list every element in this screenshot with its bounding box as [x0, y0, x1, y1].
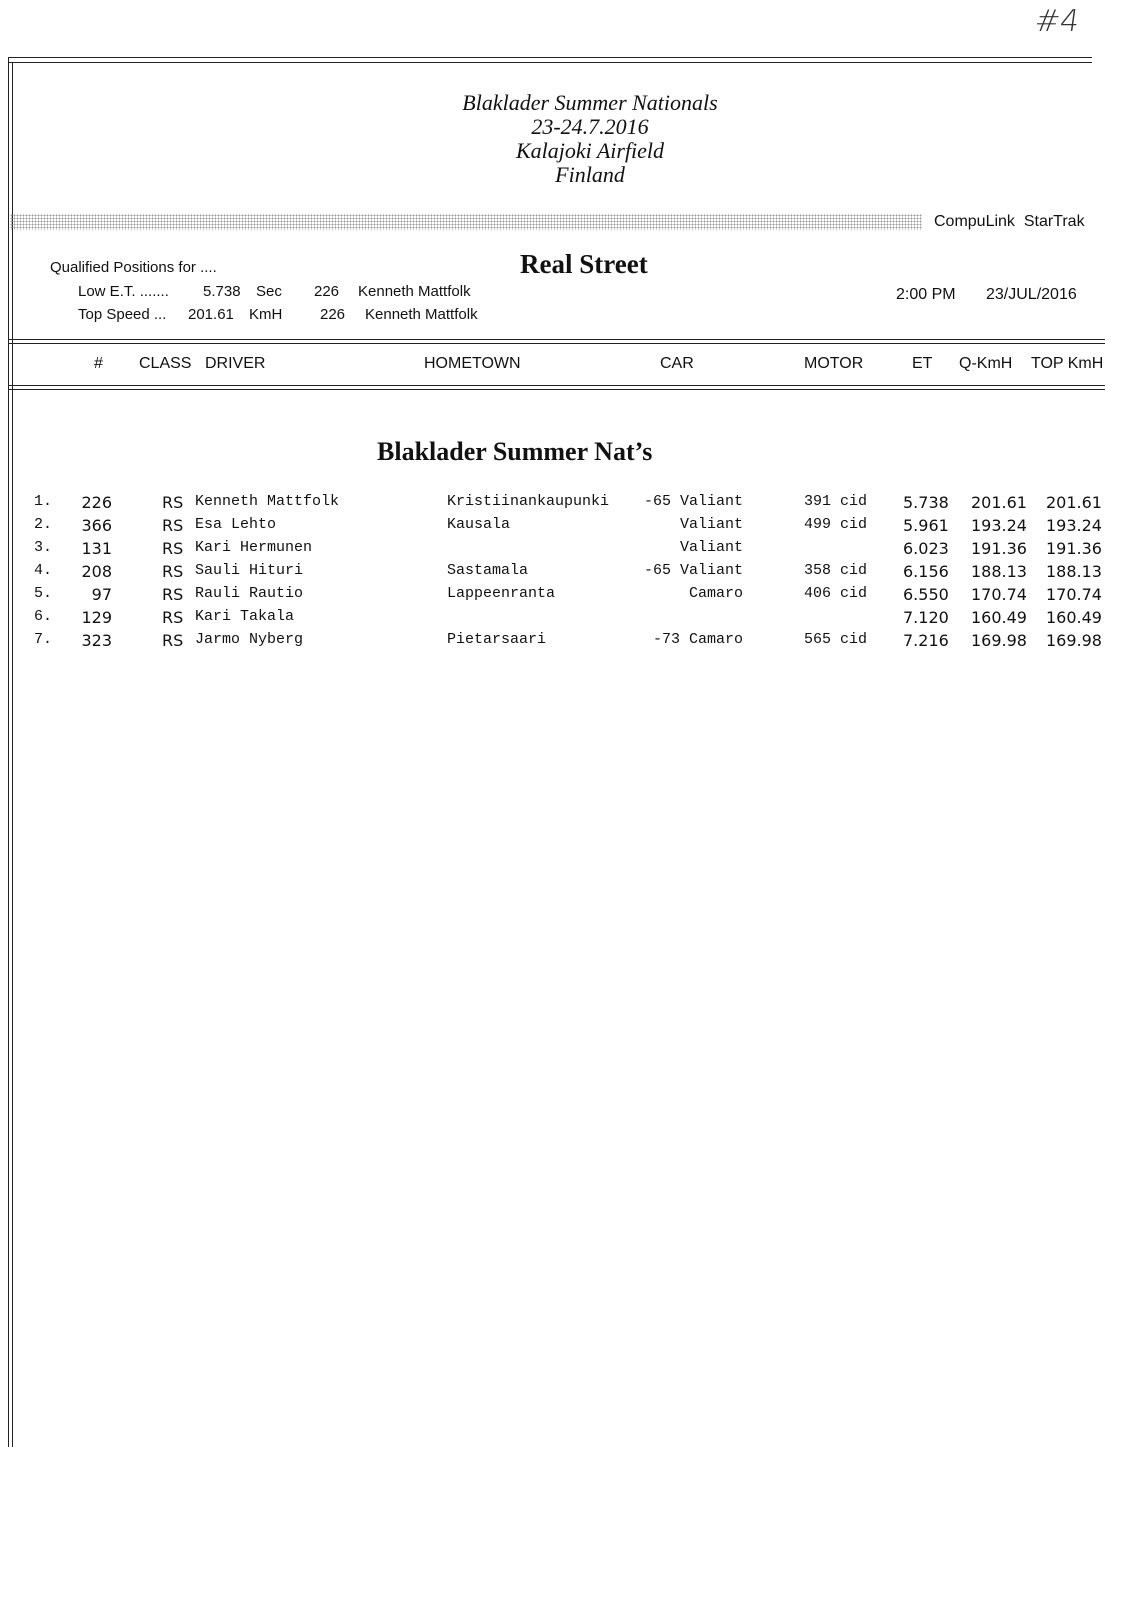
cell-car: Valiant — [679, 516, 743, 533]
table-row — [0, 608, 1122, 631]
section-title: Blaklader Summer Nat’s — [377, 437, 653, 466]
page-number-mark: #4 — [1032, 4, 1082, 39]
col-number: # — [94, 355, 103, 372]
cell-hometown: Pietarsaari — [447, 631, 547, 648]
cell-class: RS — [162, 631, 184, 650]
event-heading — [420, 91, 760, 187]
cell-q-kmh: 193.24 — [971, 516, 1027, 535]
cell-q-kmh: 169.98 — [971, 631, 1027, 650]
col-q-kmh: Q-KmH — [959, 355, 1013, 372]
cell-et: 6.156 — [903, 562, 949, 581]
top-speed-label: Top Speed ... — [78, 306, 167, 323]
table-row — [0, 539, 1122, 562]
cell-top-kmh: 188.13 — [1046, 562, 1102, 581]
cell-et: 5.961 — [903, 516, 949, 535]
cell-q-kmh: 191.36 — [971, 539, 1027, 558]
table-row — [0, 631, 1122, 654]
col-et: ET — [912, 355, 933, 372]
cell-top-kmh: 201.61 — [1046, 493, 1102, 512]
col-driver: DRIVER — [205, 355, 266, 372]
event-venue: Kalajoki Airfield — [515, 138, 665, 163]
cell-position: 6. — [34, 608, 53, 625]
cell-position: 7. — [34, 631, 53, 648]
cell-motor: 358 cid — [804, 562, 868, 579]
cell-driver: Kenneth Mattfolk — [195, 493, 340, 510]
cell-car: Camaro — [688, 585, 743, 602]
cell-position: 2. — [34, 516, 53, 533]
low-et-driver: Kenneth Mattfolk — [358, 283, 471, 300]
cell-driver: Rauli Rautio — [195, 585, 304, 602]
cell-et: 7.216 — [903, 631, 949, 650]
cell-number: 97 — [91, 585, 112, 604]
table-row — [0, 516, 1122, 539]
col-class: CLASS — [139, 355, 192, 372]
class-title: Real Street — [520, 249, 648, 279]
top-speed-driver: Kenneth Mattfolk — [365, 306, 478, 323]
cell-q-kmh: 160.49 — [971, 608, 1027, 627]
cell-class: RS — [162, 516, 184, 535]
qualified-positions-label: Qualified Positions for .... — [50, 259, 217, 276]
cell-position: 1. — [34, 493, 53, 510]
low-et-label: Low E.T. ....... — [78, 283, 169, 300]
cell-number: 366 — [81, 516, 112, 535]
table-row — [0, 585, 1122, 608]
cell-q-kmh: 201.61 — [971, 493, 1027, 512]
cell-et: 6.023 — [903, 539, 949, 558]
event-name: Blaklader Summer Nationals — [462, 90, 718, 115]
low-et-car-number: 226 — [314, 283, 340, 300]
cell-top-kmh: 191.36 — [1046, 539, 1102, 558]
table-row — [0, 562, 1122, 585]
cell-class: RS — [162, 608, 184, 627]
cell-car: -65 Valiant — [643, 493, 743, 510]
cell-top-kmh: 160.49 — [1046, 608, 1102, 627]
cell-number: 323 — [81, 631, 112, 650]
cell-et: 7.120 — [903, 608, 949, 627]
low-et-unit: Sec — [256, 283, 282, 300]
cell-class: RS — [162, 539, 184, 558]
col-top-kmh: TOP KmH — [1031, 355, 1104, 372]
col-hometown: HOMETOWN — [424, 355, 521, 372]
cell-driver: Sauli Hituri — [195, 562, 304, 579]
cell-motor: 499 cid — [804, 516, 868, 533]
cell-hometown: Lappeenranta — [447, 585, 556, 602]
cell-hometown: Kausala — [447, 516, 511, 533]
cell-car: -73 Camaro — [652, 631, 743, 648]
cell-position: 5. — [34, 585, 53, 602]
cell-car: Valiant — [679, 539, 743, 556]
cell-class: RS — [162, 585, 184, 604]
table-row — [0, 493, 1122, 516]
cell-position: 4. — [34, 562, 53, 579]
cell-hometown: Sastamala — [447, 562, 529, 579]
cell-q-kmh: 188.13 — [971, 562, 1027, 581]
cell-hometown: Kristiinankaupunki — [447, 493, 610, 510]
low-et-value: 5.738 — [203, 283, 241, 300]
cell-et: 6.550 — [903, 585, 949, 604]
cell-class: RS — [162, 562, 184, 581]
cell-q-kmh: 170.74 — [971, 585, 1027, 604]
cell-driver: Kari Takala — [195, 608, 295, 625]
cell-class: RS — [162, 493, 184, 512]
dotted-divider — [10, 214, 922, 230]
cell-top-kmh: 170.74 — [1046, 585, 1102, 604]
cell-top-kmh: 169.98 — [1046, 631, 1102, 650]
report-date: 23/JUL/2016 — [986, 286, 1077, 303]
cell-motor: 406 cid — [804, 585, 868, 602]
col-motor: MOTOR — [804, 355, 864, 372]
top-speed-value: 201.61 — [188, 306, 234, 323]
report-time: 2:00 PM — [896, 286, 956, 303]
event-dates: 23-24.7.2016 — [531, 114, 649, 139]
top-speed-car-number: 226 — [320, 306, 346, 323]
top-speed-unit: KmH — [249, 306, 283, 323]
cell-number: 129 — [81, 608, 112, 627]
cell-car: -65 Valiant — [643, 562, 743, 579]
cell-driver: Kari Hermunen — [195, 539, 313, 556]
cell-motor: 391 cid — [804, 493, 868, 510]
cell-number: 226 — [81, 493, 112, 512]
cell-driver: Jarmo Nyberg — [195, 631, 304, 648]
cell-number: 208 — [81, 562, 112, 581]
cell-number: 131 — [81, 539, 112, 558]
cell-et: 5.738 — [903, 493, 949, 512]
software-brand: CompuLink StarTrak — [934, 213, 1085, 230]
cell-top-kmh: 193.24 — [1046, 516, 1102, 535]
cell-driver: Esa Lehto — [195, 516, 277, 533]
cell-motor: 565 cid — [804, 631, 868, 648]
event-country: Finland — [555, 162, 625, 187]
cell-position: 3. — [34, 539, 53, 556]
col-car: CAR — [660, 355, 694, 372]
